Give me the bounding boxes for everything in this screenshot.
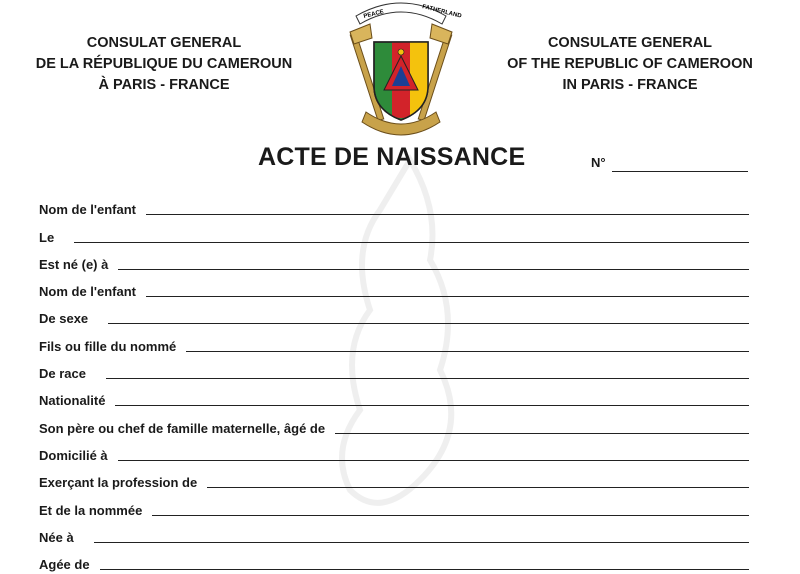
field-blank[interactable] (118, 269, 749, 270)
field-blank[interactable] (207, 487, 749, 488)
field-label: Fils ou fille du nommé (39, 338, 177, 354)
field-blank[interactable] (152, 515, 749, 516)
header-left-line: CONSULAT GENERAL (86, 35, 242, 51)
coat-of-arms-emblem (336, 0, 466, 144)
header-right-line: OF THE REPUBLIC OF CAMEROON (507, 56, 753, 72)
header-left-line: DE LA RÉPUBLIQUE DU CAMEROUN (35, 56, 293, 72)
form-field (39, 219, 749, 246)
field-blank[interactable] (335, 433, 749, 434)
form-field (39, 328, 749, 355)
field-blank[interactable] (186, 351, 749, 352)
field-blank[interactable] (94, 542, 749, 543)
field-label: Née à (39, 529, 74, 545)
emblem-motto-right: FATHERLAND (421, 4, 462, 20)
field-blank[interactable] (106, 378, 749, 379)
document-title: ACTE DE NAISSANCE (258, 143, 526, 171)
header-left-line: À PARIS - FRANCE (98, 77, 230, 93)
form-field (39, 192, 749, 219)
field-label: Nom de l'enfant (39, 202, 136, 218)
field-blank[interactable] (100, 569, 749, 570)
form-field (39, 383, 749, 410)
field-blank[interactable] (74, 242, 749, 243)
form-field (39, 356, 749, 383)
form-field (39, 547, 749, 574)
shield-icon (374, 42, 428, 120)
number-label: N° (591, 155, 606, 170)
field-label: De race (39, 366, 86, 382)
field-blank[interactable] (146, 214, 749, 215)
form-field (39, 410, 749, 437)
header-left (14, 33, 314, 96)
field-label: Son père ou chef de famille maternelle, âgé de (39, 420, 326, 436)
form-field (39, 465, 749, 492)
field-blank[interactable] (118, 460, 749, 461)
form-field (39, 274, 749, 301)
field-blank[interactable] (146, 296, 749, 297)
field-label: Et de la nommée (39, 502, 143, 518)
field-label: Est né (e) à (39, 256, 109, 272)
field-label: Le (39, 229, 55, 245)
form-field (39, 520, 749, 547)
form-fields (39, 192, 749, 574)
emblem-motto-left: PEACE (363, 9, 385, 20)
form-field (39, 438, 749, 465)
field-blank[interactable] (108, 323, 749, 324)
header-right-line: CONSULATE GENERAL (547, 35, 713, 51)
field-blank[interactable] (115, 405, 749, 406)
field-label: Domicilié à (39, 447, 108, 463)
field-label: Exerçant la profession de (39, 475, 198, 491)
header-right (480, 33, 780, 96)
form-field (39, 247, 749, 274)
field-label: De sexe (39, 311, 89, 327)
form-field (39, 301, 749, 328)
number-field[interactable] (612, 171, 748, 172)
field-label: Nationalité (39, 393, 106, 409)
header-right-line: IN PARIS - FRANCE (562, 77, 698, 93)
form-field (39, 492, 749, 519)
field-label: Agée de (39, 557, 90, 573)
field-label: Nom de l'enfant (39, 284, 136, 300)
